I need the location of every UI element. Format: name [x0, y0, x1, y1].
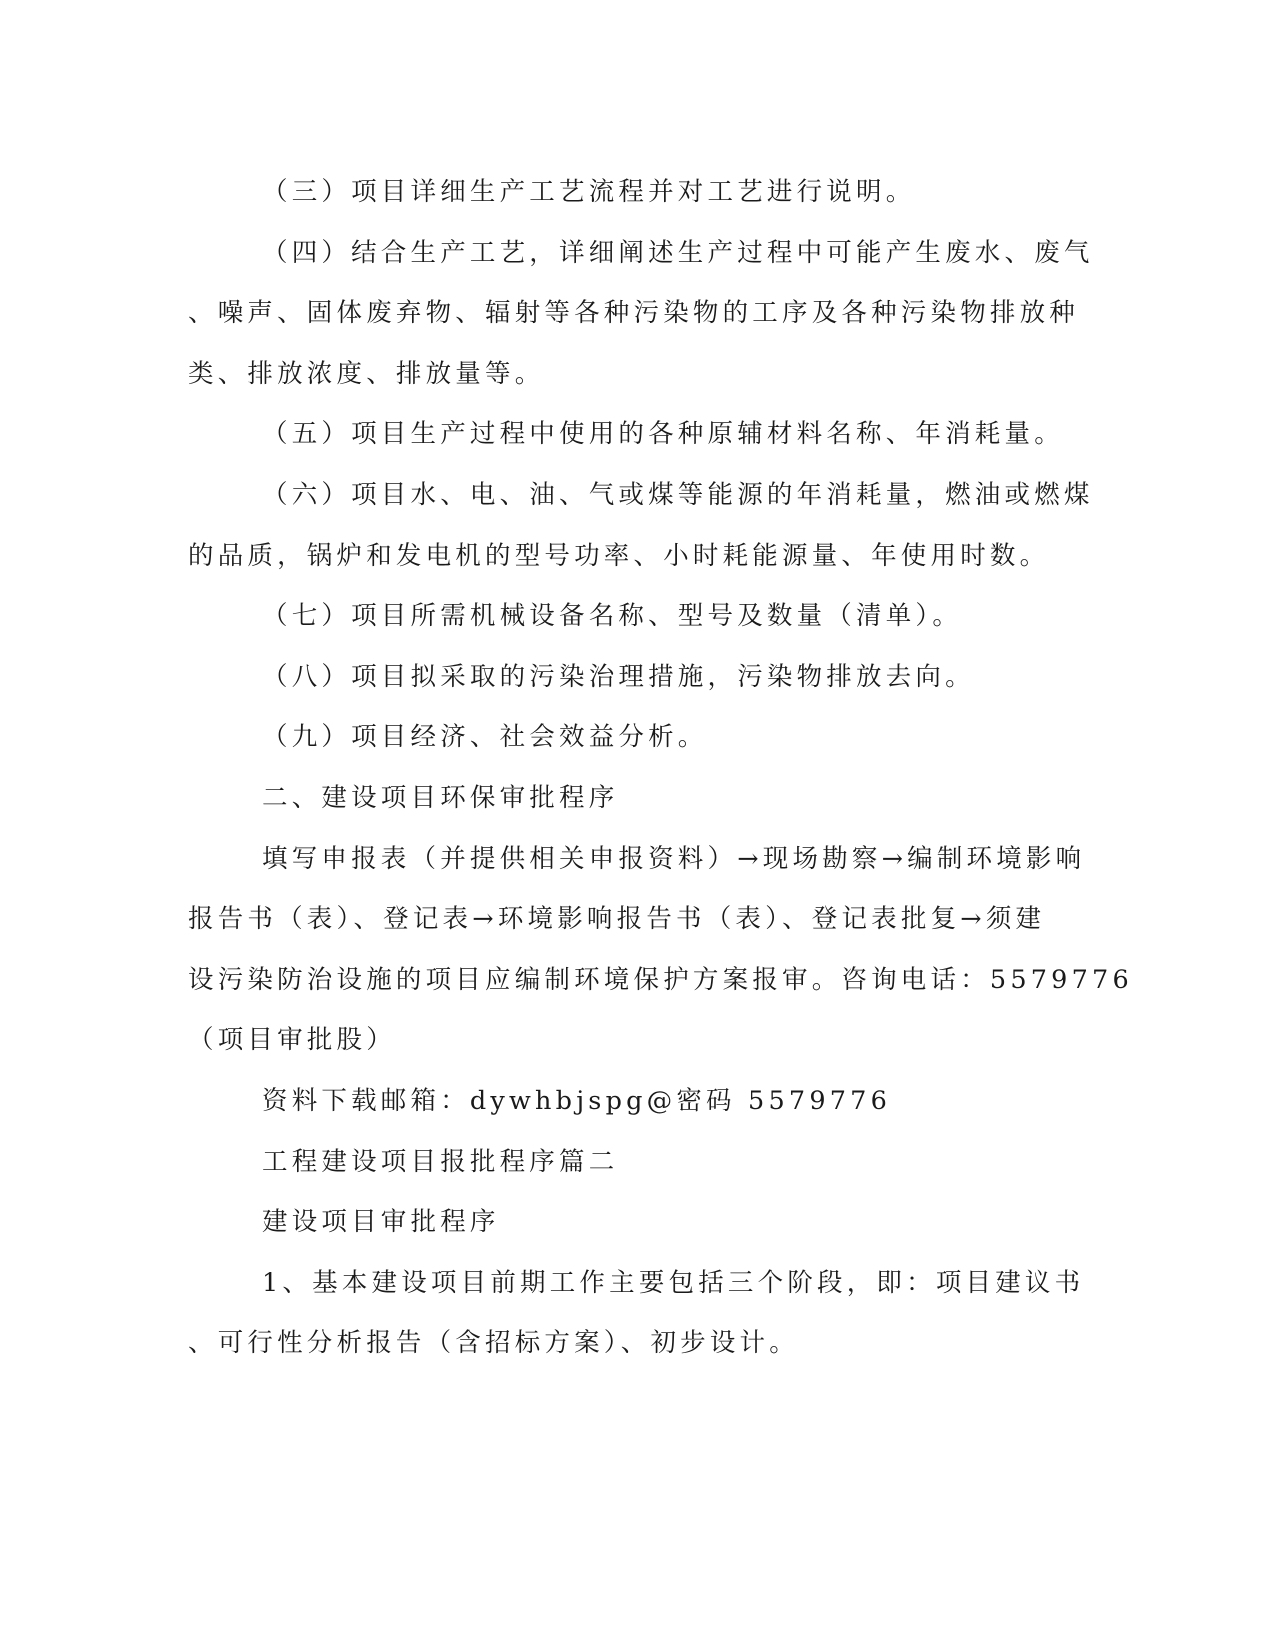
paragraph-line: 建设项目审批程序 — [262, 1207, 500, 1238]
paragraph — [188, 223, 1094, 405]
paragraph — [188, 586, 1078, 647]
paragraph-line: 、可行性分析报告（含招标方案）、初步设计。 — [188, 1328, 799, 1359]
paragraph — [188, 404, 1078, 465]
paragraph-line: 1、基本建设项目前期工作主要包括三个阶段，即：项目建议书 — [262, 1267, 1085, 1298]
paragraph-line: （七）项目所需机械设备名称、型号及数量（清单）。 — [262, 601, 963, 632]
paragraph — [188, 829, 1133, 1071]
paragraph-line: 工程建设项目报批程序篇二 — [262, 1146, 619, 1177]
paragraph-line: 二、建设项目环保审批程序 — [262, 782, 619, 813]
paragraph-line: （五）项目生产过程中使用的各种原辅材料名称、年消耗量。 — [262, 419, 1064, 450]
paragraph-line: 填写申报表（并提供相关申报资料）→现场勘察→编制环境影响 — [262, 843, 1086, 874]
document-body — [188, 162, 1133, 1374]
paragraph-line: 类、排放浓度、排放量等。 — [188, 358, 545, 389]
paragraph-line: （项目审批股） — [188, 1025, 396, 1056]
paragraph-line: 、噪声、固体废弃物、辐射等各种污染物的工序及各种污染物排放种 — [188, 298, 1080, 329]
paragraph — [188, 1071, 1078, 1132]
paragraph-line: （九）项目经济、社会效益分析。 — [262, 722, 708, 753]
paragraph — [188, 1253, 1085, 1374]
paragraph — [188, 1192, 1078, 1253]
paragraph-line: （三）项目详细生产工艺流程并对工艺进行说明。 — [262, 177, 916, 207]
paragraph — [188, 647, 1078, 708]
paragraph — [188, 768, 1078, 829]
paragraph-line: （六）项目水、电、油、气或煤等能源的年消耗量，燃油或燃煤 — [262, 479, 1094, 510]
paragraph — [188, 707, 1078, 768]
paragraph-line: 的品质，锅炉和发电机的型号功率、小时耗能源量、年使用时数。 — [188, 540, 1050, 571]
paragraph-line: （四）结合生产工艺，详细阐述生产过程中可能产生废水、废气 — [262, 237, 1094, 268]
paragraph-line: 设污染防治设施的项目应编制环境保护方案报审。咨询电话：5579776 — [188, 964, 1133, 995]
paragraph-line: （八）项目拟采取的污染治理措施，污染物排放去向。 — [262, 661, 975, 692]
paragraph-line: 报告书（表）、登记表→环境影响报告书（表）、登记表批复→须建 — [188, 904, 1046, 935]
paragraph-line: 资料下载邮箱：dywhbjspg@密码 5579776 — [262, 1085, 892, 1116]
paragraph — [188, 465, 1094, 586]
paragraph — [188, 162, 1078, 223]
paragraph — [188, 1132, 1078, 1193]
